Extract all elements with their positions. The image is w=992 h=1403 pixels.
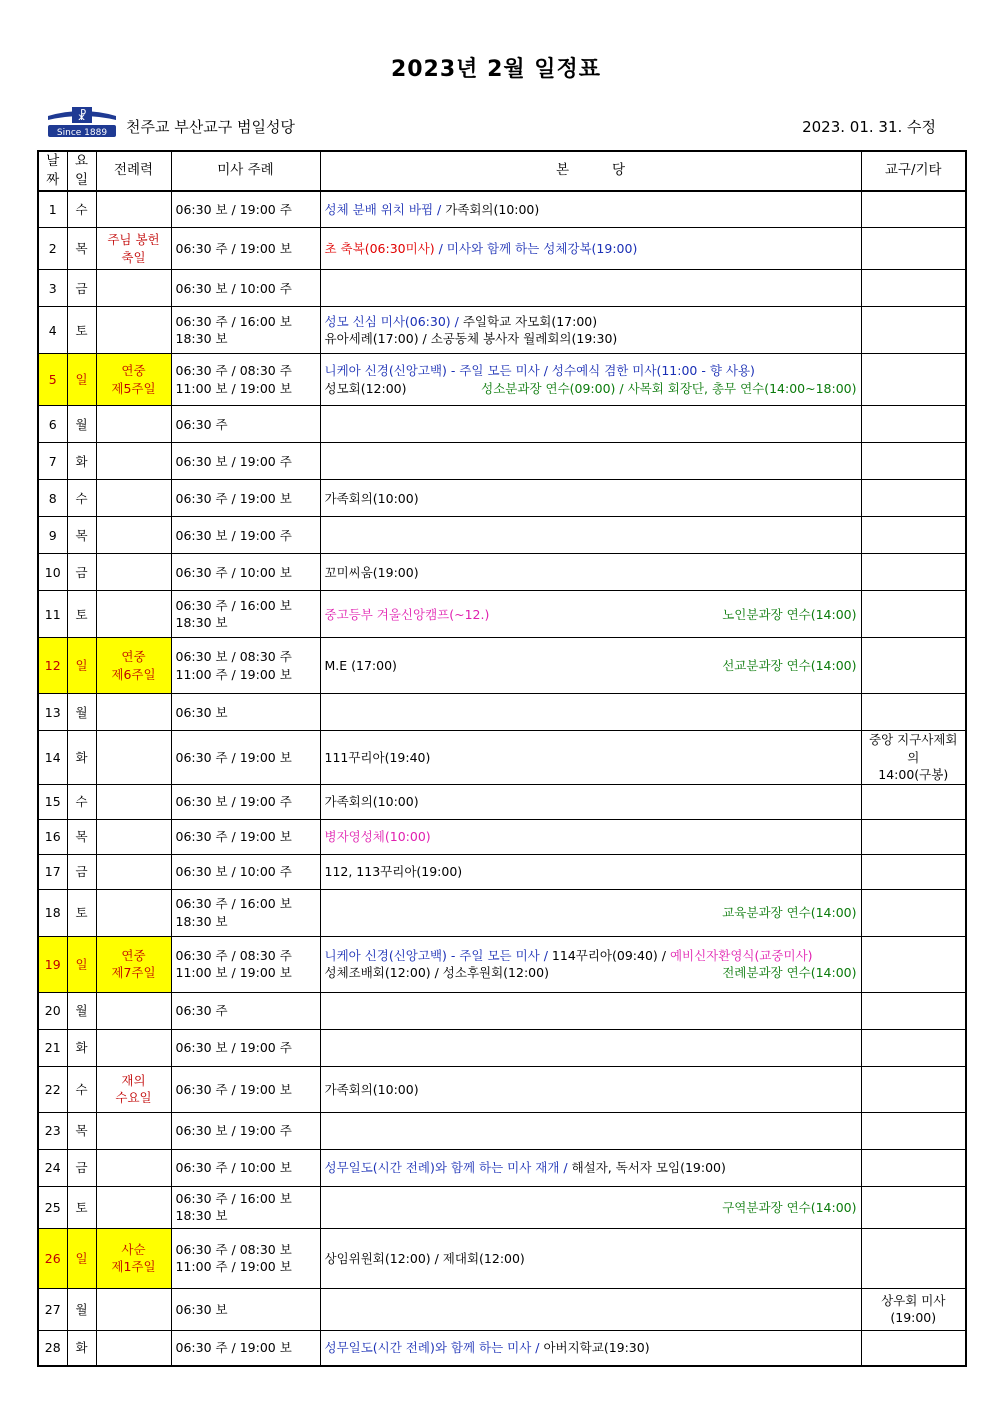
mass-presider: 06:30 주 / 16:00 보 18:30 보 xyxy=(171,1186,320,1228)
parish-events xyxy=(320,406,861,443)
mass-presider: 06:30 보 / 19:00 주 xyxy=(171,1112,320,1149)
mass-presider: 06:30 주 / 16:00 보 18:30 보 xyxy=(171,307,320,354)
event-text: 니케아 신경(신앙고백) - 주일 모든 미사 / xyxy=(324,947,552,963)
parish-events xyxy=(320,819,861,854)
page-title: 2023년 2월 일정표 xyxy=(390,57,602,82)
day-number: 25 xyxy=(38,1186,67,1228)
event-text: 가족회의(10:00) xyxy=(324,490,419,506)
parish-events xyxy=(320,936,861,992)
table-row xyxy=(38,191,966,228)
liturgical-day xyxy=(96,191,171,228)
table-row xyxy=(38,554,966,591)
day-of-week: 토 xyxy=(67,307,96,354)
diocese-other xyxy=(861,1228,966,1288)
mass-presider: 06:30 주 / 10:00 보 xyxy=(171,1149,320,1186)
liturgical-day: 연중 제5주일 xyxy=(96,354,171,406)
day-of-week: 일 xyxy=(67,1228,96,1288)
parish-events xyxy=(320,1186,861,1228)
table-row xyxy=(38,1186,966,1228)
day-number: 2 xyxy=(38,228,67,270)
day-number: 12 xyxy=(38,638,67,694)
day-of-week: 토 xyxy=(67,591,96,638)
table-row xyxy=(38,1149,966,1186)
liturgical-day xyxy=(96,889,171,936)
logo-text: Since 1889 xyxy=(56,128,108,138)
parish-events xyxy=(320,1112,861,1149)
day-of-week: 목 xyxy=(67,228,96,270)
mass-presider: 06:30 주 / 19:00 보 xyxy=(171,228,320,270)
table-row xyxy=(38,1112,966,1149)
mass-presider: 06:30 보 / 19:00 주 xyxy=(171,191,320,228)
table-row xyxy=(38,1066,966,1112)
day-number: 3 xyxy=(38,270,67,307)
event-text: 사목회 회장단, 총무 연수(14:00~18:00) xyxy=(627,380,857,396)
event-text: 112, 113꾸리아(19:00) xyxy=(324,864,463,880)
event-text: 노인분과장 연수(14:00) xyxy=(722,606,857,622)
event-text: 성모회(12:00) xyxy=(324,380,407,396)
header-etc: 교구/기타 xyxy=(861,151,966,191)
table-row xyxy=(38,819,966,854)
mass-presider: 06:30 보 / 19:00 주 xyxy=(171,517,320,554)
event-text: M.E (17:00) xyxy=(324,658,397,674)
event-text: 111꾸리아(19:40) xyxy=(324,749,431,765)
liturgical-day xyxy=(96,819,171,854)
mass-presider: 06:30 주 / 19:00 보 xyxy=(171,1066,320,1112)
liturgical-day xyxy=(96,1149,171,1186)
header-mass: 미사 주례 xyxy=(171,151,320,191)
parish-events xyxy=(320,638,861,694)
diocese-other xyxy=(861,1330,966,1366)
table-row xyxy=(38,638,966,694)
day-number: 20 xyxy=(38,992,67,1029)
table-row xyxy=(38,228,966,270)
day-number: 8 xyxy=(38,480,67,517)
table-row xyxy=(38,1330,966,1366)
liturgical-day xyxy=(96,591,171,638)
diocese-other: 상우회 미사 (19:00) xyxy=(861,1288,966,1330)
parish-events xyxy=(320,591,861,638)
liturgical-day xyxy=(96,854,171,889)
liturgical-day: 사순 제1주일 xyxy=(96,1228,171,1288)
diocese-other xyxy=(861,191,966,228)
diocese-other: 중앙 지구사제회의 14:00(구봉) xyxy=(861,731,966,785)
event-text: 상임위원회(12:00) / 제대회(12:00) xyxy=(324,1250,525,1266)
header-liturgy: 전례력 xyxy=(96,151,171,191)
event-text: 병자영성체(10:00) xyxy=(324,829,431,845)
parish-logo xyxy=(46,104,118,138)
diocese-other xyxy=(861,936,966,992)
table-row xyxy=(38,443,966,480)
event-text: 중고등부 겨울신앙캠프(~12.) xyxy=(324,606,490,622)
event-text: 주일학교 자모회(17:00) xyxy=(462,313,598,329)
day-number: 24 xyxy=(38,1149,67,1186)
diocese-other xyxy=(861,443,966,480)
mass-presider: 06:30 보 / 10:00 주 xyxy=(171,854,320,889)
day-number: 23 xyxy=(38,1112,67,1149)
day-number: 11 xyxy=(38,591,67,638)
diocese-other xyxy=(861,694,966,731)
table-row xyxy=(38,406,966,443)
parish-events xyxy=(320,517,861,554)
diocese-other xyxy=(861,1149,966,1186)
event-text: 성모 신심 미사(06:30) / xyxy=(324,313,463,329)
day-of-week: 월 xyxy=(67,992,96,1029)
parish-events xyxy=(320,784,861,819)
day-of-week: 수 xyxy=(67,784,96,819)
day-number: 6 xyxy=(38,406,67,443)
event-text: 성체조배회(12:00) / 성소후원회(12:00) xyxy=(324,965,549,981)
day-number: 14 xyxy=(38,731,67,785)
liturgical-day: 연중 제6주일 xyxy=(96,638,171,694)
day-of-week: 일 xyxy=(67,638,96,694)
day-number: 19 xyxy=(38,936,67,992)
mass-presider: 06:30 주 / 19:00 보 xyxy=(171,480,320,517)
table-row xyxy=(38,694,966,731)
liturgical-day xyxy=(96,554,171,591)
diocese-other xyxy=(861,228,966,270)
event-text: 교육분과장 연수(14:00) xyxy=(722,905,857,921)
diocese-other xyxy=(861,992,966,1029)
day-number: 22 xyxy=(38,1066,67,1112)
parish-events xyxy=(320,228,861,270)
parish-name: 천주교 부산교구 범일성당 xyxy=(126,118,295,136)
liturgical-day xyxy=(96,443,171,480)
day-number: 17 xyxy=(38,854,67,889)
mass-presider: 06:30 주 xyxy=(171,992,320,1029)
mass-presider: 06:30 주 / 08:30 주 11:00 보 / 19:00 보 xyxy=(171,936,320,992)
day-of-week: 수 xyxy=(67,191,96,228)
liturgical-day: 재의 수요일 xyxy=(96,1066,171,1112)
mass-presider: 06:30 주 / 08:30 주 11:00 보 / 19:00 보 xyxy=(171,354,320,406)
svg-text:☧: ☧ xyxy=(77,109,87,123)
header-dow: 요 일 xyxy=(67,151,96,191)
day-number: 5 xyxy=(38,354,67,406)
liturgical-day xyxy=(96,992,171,1029)
mass-presider: 06:30 보 / 08:30 주 11:00 주 / 19:00 보 xyxy=(171,638,320,694)
liturgical-day xyxy=(96,307,171,354)
day-of-week: 금 xyxy=(67,854,96,889)
day-of-week: 토 xyxy=(67,1186,96,1228)
day-number: 1 xyxy=(38,191,67,228)
liturgical-day xyxy=(96,1288,171,1330)
revision-date: 2023. 01. 31. 수정 xyxy=(802,118,936,136)
day-of-week: 목 xyxy=(67,517,96,554)
day-of-week: 일 xyxy=(67,354,96,406)
mass-presider: 06:30 보 / 19:00 주 xyxy=(171,784,320,819)
mass-presider: 06:30 보 / 10:00 주 xyxy=(171,270,320,307)
liturgical-day xyxy=(96,1112,171,1149)
table-row xyxy=(38,784,966,819)
table-row xyxy=(38,480,966,517)
mass-presider: 06:30 주 / 19:00 보 xyxy=(171,1330,320,1366)
mass-presider: 06:30 주 / 19:00 보 xyxy=(171,819,320,854)
parish-events xyxy=(320,992,861,1029)
table-row xyxy=(38,1029,966,1066)
liturgical-day: 주님 봉헌 축일 xyxy=(96,228,171,270)
day-number: 13 xyxy=(38,694,67,731)
parish-events xyxy=(320,889,861,936)
event-text: 성무일도(시간 전례)와 함께 하는 미사 재개 / xyxy=(324,1160,572,1176)
day-number: 21 xyxy=(38,1029,67,1066)
day-number: 18 xyxy=(38,889,67,936)
mass-presider: 06:30 보 / 19:00 주 xyxy=(171,1029,320,1066)
day-number: 9 xyxy=(38,517,67,554)
event-text: 초 축복(06:30미사) xyxy=(324,241,439,257)
liturgical-day xyxy=(96,694,171,731)
diocese-other xyxy=(861,889,966,936)
day-of-week: 수 xyxy=(67,1066,96,1112)
diocese-other xyxy=(861,307,966,354)
diocese-other xyxy=(861,406,966,443)
day-of-week: 월 xyxy=(67,694,96,731)
day-of-week: 월 xyxy=(67,1288,96,1330)
parish-events xyxy=(320,854,861,889)
mass-presider: 06:30 보 xyxy=(171,1288,320,1330)
parish-events xyxy=(320,731,861,785)
parish-events xyxy=(320,354,861,406)
table-row xyxy=(38,270,966,307)
mass-presider: 06:30 주 / 08:30 보 11:00 주 / 19:00 보 xyxy=(171,1228,320,1288)
event-text: 구역분과장 연수(14:00) xyxy=(722,1199,857,1215)
event-text: 유아세례(17:00) / 소공동체 봉사자 월례회의(19:30) xyxy=(324,331,618,347)
event-text: 가족회의(10:00) xyxy=(324,794,419,810)
parish-events xyxy=(320,307,861,354)
parish-events xyxy=(320,191,861,228)
liturgical-day xyxy=(96,480,171,517)
diocese-other xyxy=(861,1029,966,1066)
day-number: 28 xyxy=(38,1330,67,1366)
diocese-other xyxy=(861,1066,966,1112)
parish-events xyxy=(320,554,861,591)
parish-events xyxy=(320,480,861,517)
diocese-other xyxy=(861,591,966,638)
liturgical-day xyxy=(96,1330,171,1366)
table-row xyxy=(38,354,966,406)
mass-presider: 06:30 주 xyxy=(171,406,320,443)
event-text: 성체 분배 위치 바뀜 / xyxy=(324,201,446,217)
day-of-week: 금 xyxy=(67,1149,96,1186)
schedule-table xyxy=(37,150,967,1367)
event-text: 예비신자환영식(교중미사) xyxy=(669,947,813,963)
mass-presider: 06:30 주 / 16:00 보 18:30 보 xyxy=(171,591,320,638)
parish-events xyxy=(320,1149,861,1186)
diocese-other xyxy=(861,270,966,307)
day-number: 26 xyxy=(38,1228,67,1288)
table-row xyxy=(38,1228,966,1288)
liturgical-day xyxy=(96,270,171,307)
mass-presider: 06:30 주 / 16:00 보 18:30 보 xyxy=(171,889,320,936)
event-text: 성무일도(시간 전례)와 함께 하는 미사 / xyxy=(324,1340,544,1356)
event-text: 가족회의(10:00) xyxy=(324,1081,419,1097)
parish-events xyxy=(320,694,861,731)
day-of-week: 금 xyxy=(67,270,96,307)
header-date: 날 짜 xyxy=(38,151,67,191)
day-number: 15 xyxy=(38,784,67,819)
day-number: 16 xyxy=(38,819,67,854)
day-of-week: 화 xyxy=(67,1330,96,1366)
table-row xyxy=(38,307,966,354)
liturgical-day xyxy=(96,731,171,785)
parish-events xyxy=(320,1330,861,1366)
liturgical-day: 연중 제7주일 xyxy=(96,936,171,992)
diocese-other xyxy=(861,1112,966,1149)
day-of-week: 토 xyxy=(67,889,96,936)
event-text: 니케아 신경(신앙고백) - 주일 모든 미사 / 성수예식 겸한 미사(11:00 - 향 사용) xyxy=(324,363,755,379)
event-text: 성소분과장 연수(09:00) / xyxy=(481,380,628,396)
mass-presider: 06:30 보 / 19:00 주 xyxy=(171,443,320,480)
day-of-week: 화 xyxy=(67,731,96,785)
day-number: 27 xyxy=(38,1288,67,1330)
table-row xyxy=(38,731,966,785)
table-row xyxy=(38,854,966,889)
header-main: 본 당 xyxy=(320,151,861,191)
liturgical-day xyxy=(96,406,171,443)
liturgical-day xyxy=(96,784,171,819)
day-of-week: 일 xyxy=(67,936,96,992)
day-number: 4 xyxy=(38,307,67,354)
diocese-other xyxy=(861,784,966,819)
liturgical-day xyxy=(96,517,171,554)
event-text: 114꾸리아(09:40) / xyxy=(551,947,670,963)
parish-events xyxy=(320,1029,861,1066)
event-text: 가족회의(10:00) xyxy=(445,201,540,217)
table-row xyxy=(38,936,966,992)
event-text: 꼬미씨움(19:00) xyxy=(324,564,419,580)
liturgical-day xyxy=(96,1186,171,1228)
diocese-other xyxy=(861,480,966,517)
event-text: / 미사와 함께 하는 성체강복(19:00) xyxy=(438,241,638,257)
day-number: 7 xyxy=(38,443,67,480)
day-of-week: 화 xyxy=(67,1029,96,1066)
parish-events xyxy=(320,443,861,480)
diocese-other xyxy=(861,517,966,554)
table-row xyxy=(38,517,966,554)
day-of-week: 목 xyxy=(67,819,96,854)
diocese-other xyxy=(861,854,966,889)
mass-presider: 06:30 주 / 10:00 보 xyxy=(171,554,320,591)
diocese-other xyxy=(861,554,966,591)
day-of-week: 수 xyxy=(67,480,96,517)
event-text: 아버지학교(19:30) xyxy=(543,1340,650,1356)
table-row xyxy=(38,992,966,1029)
parish-events xyxy=(320,270,861,307)
event-text: 전례분과장 연수(14:00) xyxy=(722,965,857,981)
day-of-week: 화 xyxy=(67,443,96,480)
mass-presider: 06:30 주 / 19:00 보 xyxy=(171,731,320,785)
diocese-other xyxy=(861,1186,966,1228)
table-row xyxy=(38,591,966,638)
event-text: 해설자, 독서자 모임(19:00) xyxy=(571,1160,726,1176)
mass-presider: 06:30 보 xyxy=(171,694,320,731)
parish-events xyxy=(320,1288,861,1330)
table-row xyxy=(38,889,966,936)
parish-events xyxy=(320,1228,861,1288)
diocese-other xyxy=(861,354,966,406)
event-text: 선교분과장 연수(14:00) xyxy=(722,658,857,674)
liturgical-day xyxy=(96,1029,171,1066)
diocese-other xyxy=(861,819,966,854)
day-of-week: 월 xyxy=(67,406,96,443)
day-number: 10 xyxy=(38,554,67,591)
day-of-week: 목 xyxy=(67,1112,96,1149)
parish-events xyxy=(320,1066,861,1112)
diocese-other xyxy=(861,638,966,694)
day-of-week: 금 xyxy=(67,554,96,591)
table-row xyxy=(38,1288,966,1330)
